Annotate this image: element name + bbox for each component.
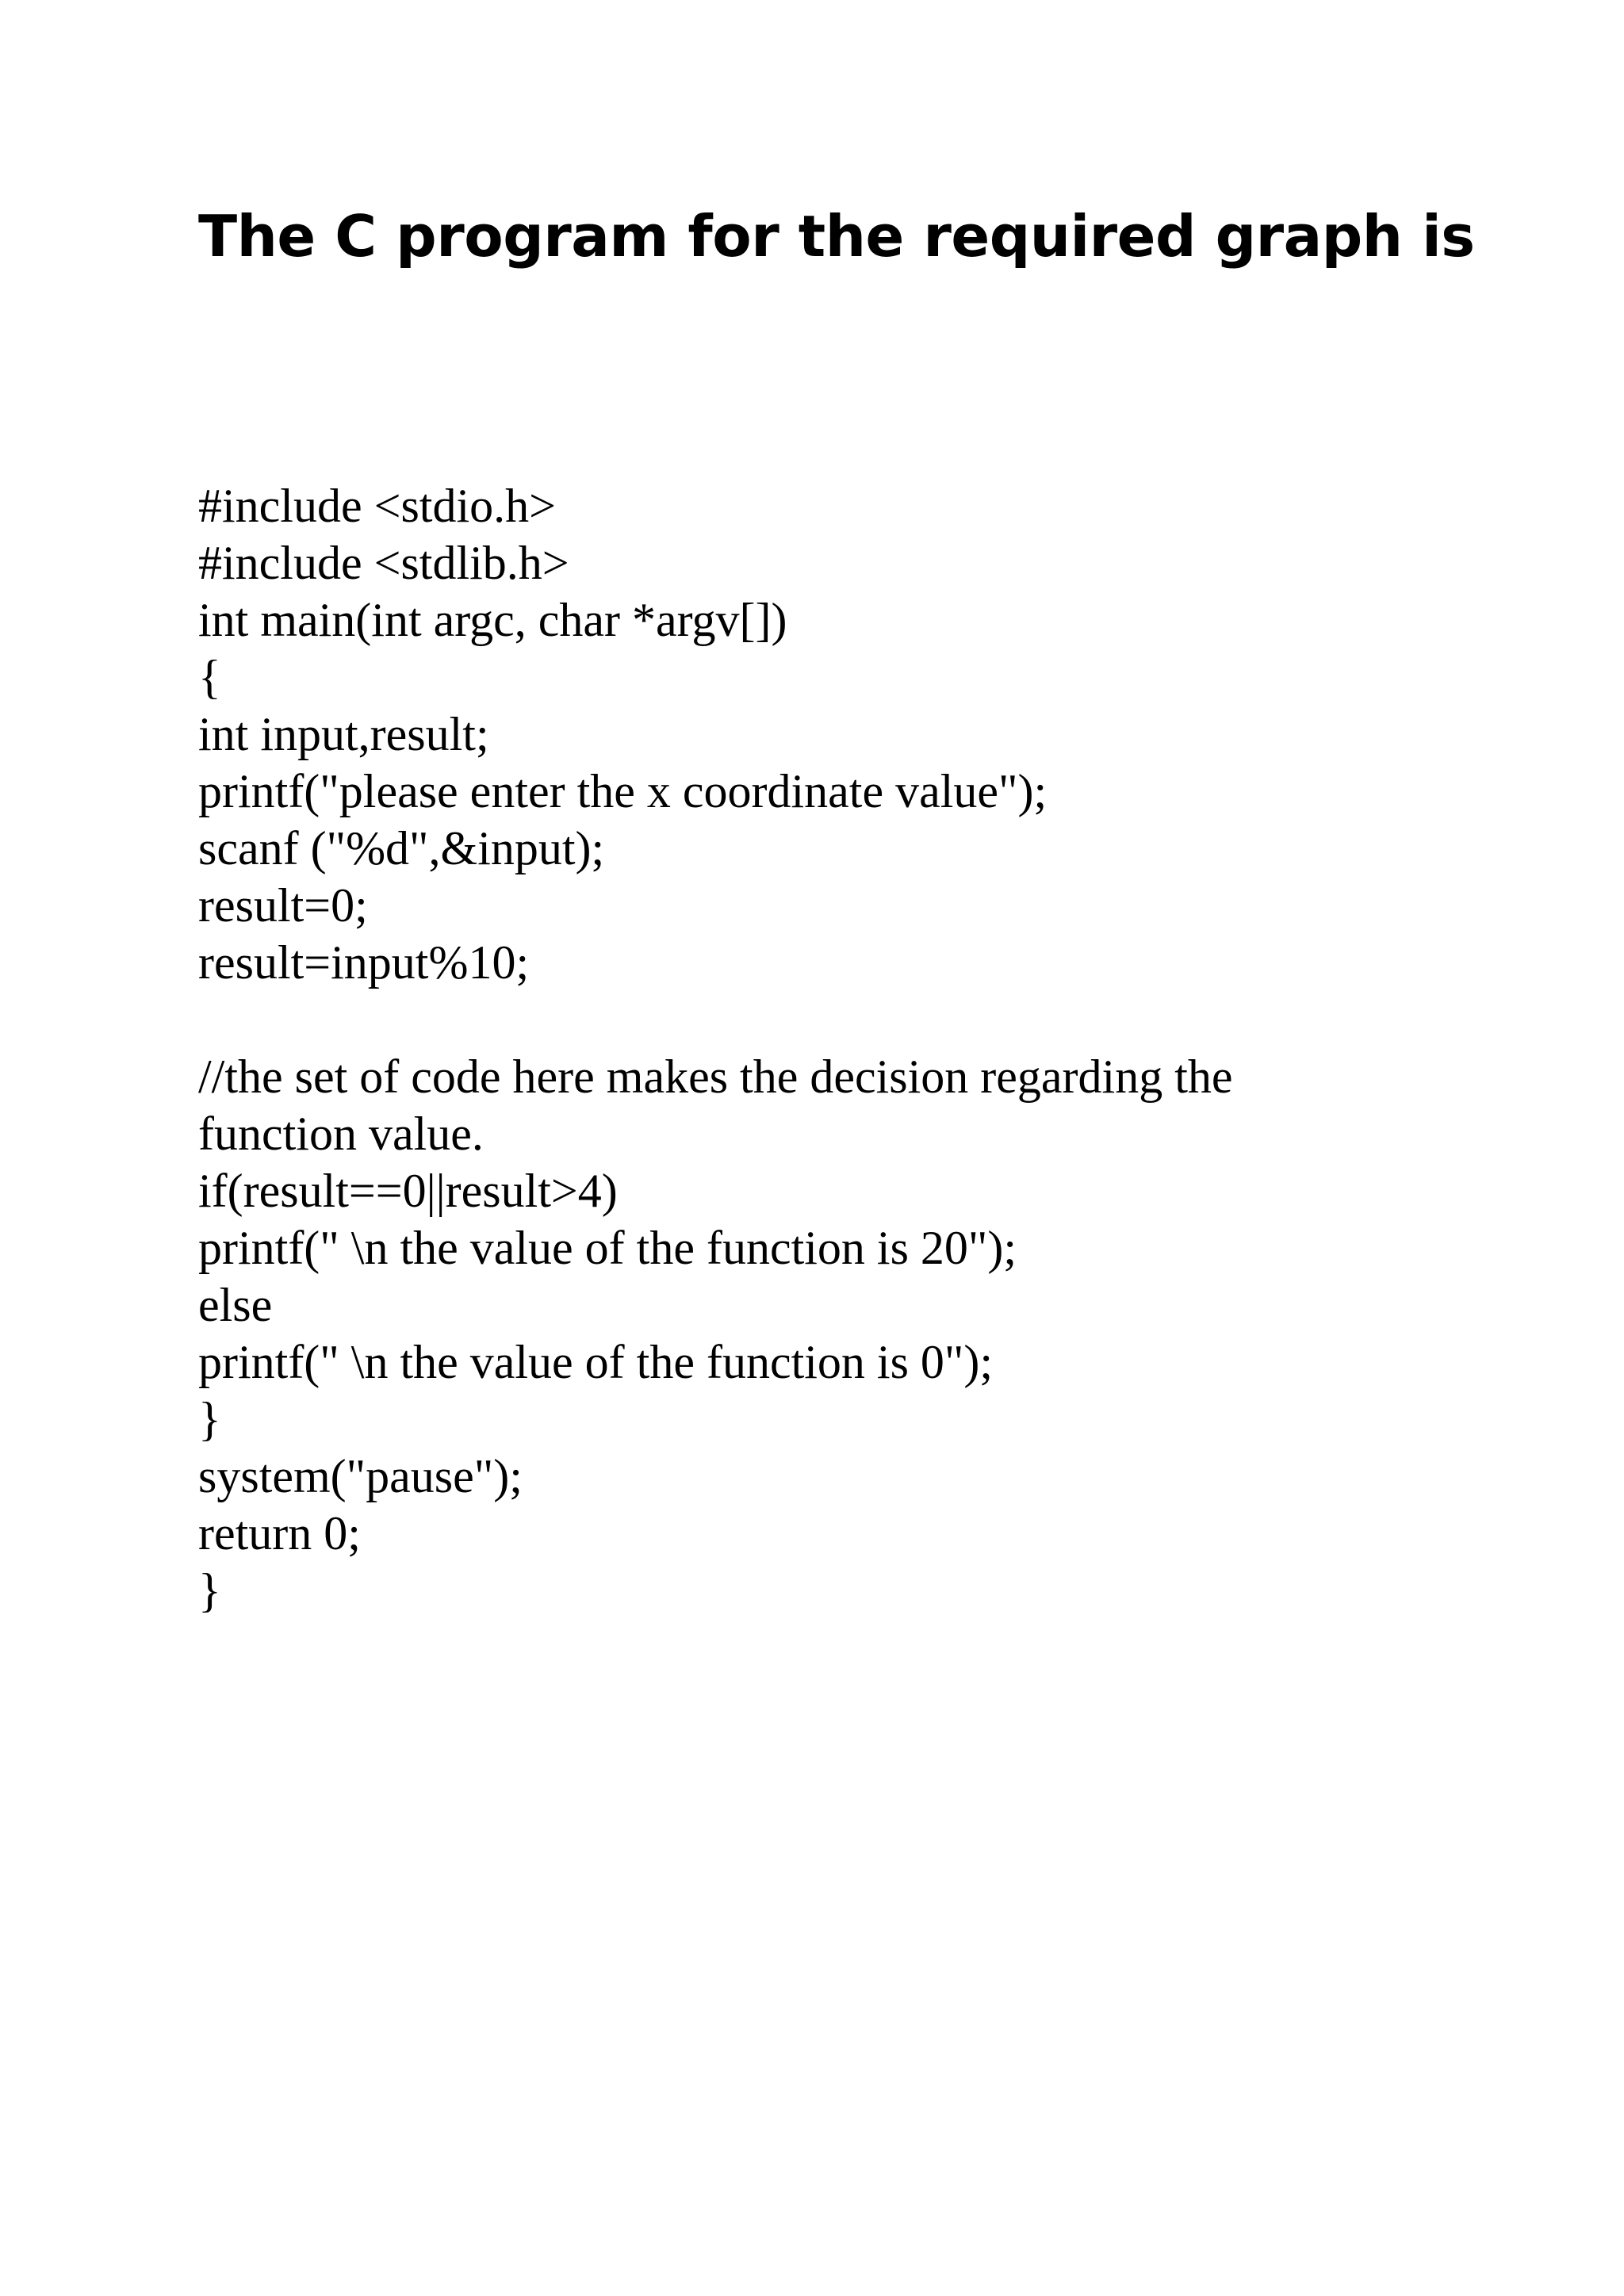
code-line: #include <stdio.h> [198, 480, 556, 532]
code-line: } [198, 1393, 221, 1445]
code-line: #include <stdlib.h> [198, 537, 569, 589]
code-line: printf("please enter the x coordinate value"); [198, 765, 1048, 817]
blank-line [198, 991, 1546, 1048]
code-line: return 0; [198, 1507, 361, 1559]
code-line: printf(" \n the value of the function is 20"); [198, 1222, 1017, 1274]
code-line: else [198, 1279, 273, 1331]
code-line: printf(" \n the value of the function is 0"); [198, 1336, 994, 1388]
code-line: if(result==0||result>4) [198, 1165, 618, 1217]
code-line: result=0; [198, 879, 368, 932]
code-line: { [198, 651, 221, 703]
code-line: result=input%10; [198, 936, 530, 989]
code-line: } [198, 1564, 221, 1617]
code-line: system("pause"); [198, 1450, 523, 1502]
code-comment-line: //the set of code here makes the decision regarding the [198, 1050, 1233, 1103]
code-block [198, 477, 1546, 1619]
code-line: int main(int argc, char *argv[]) [198, 594, 787, 646]
code-comment-line: function value. [198, 1108, 484, 1160]
code-line: int input,result; [198, 708, 489, 760]
page-heading: The C program for the required graph is [198, 203, 1475, 270]
code-line: scanf ("%d",&input); [198, 822, 605, 874]
